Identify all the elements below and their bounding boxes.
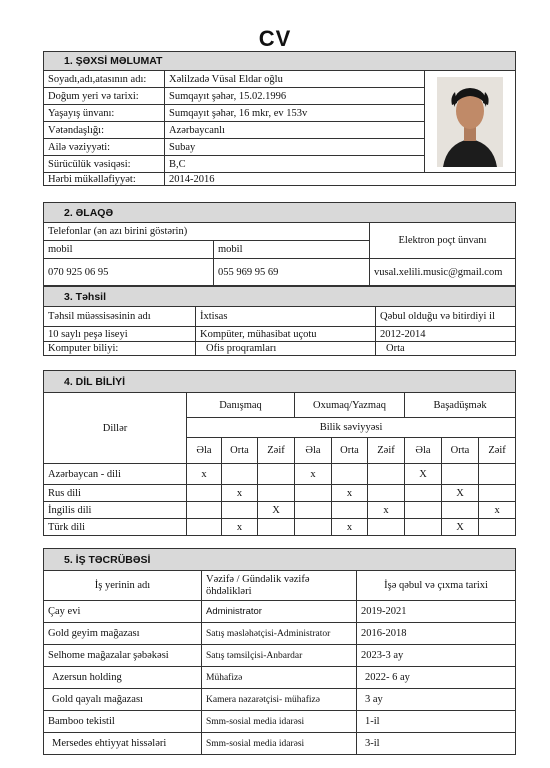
language-mark (332, 502, 368, 519)
experience-workplace: Azersun holding (44, 667, 202, 689)
email-address: vusal.xelili.music@gmail.com (370, 259, 516, 286)
profile-photo (425, 71, 516, 173)
language-mark (187, 502, 222, 519)
experience-dates: 2023-3 ay (357, 645, 516, 667)
language-mark (368, 519, 405, 536)
profile-photo-image (437, 77, 503, 167)
language-mark: x (368, 502, 405, 519)
language-mark (295, 485, 332, 502)
language-mark (479, 519, 516, 536)
language-mark (295, 519, 332, 536)
field-value: B,C (165, 156, 425, 173)
section-header-contact: 2. ƏLAQƏ (44, 203, 516, 223)
education-cell: 2012-2014 (376, 327, 516, 342)
level-header: Zəif (258, 438, 295, 464)
experience-workplace: Mersedes ehtiyyat hissələri (44, 733, 202, 755)
level-header: Əla (405, 438, 442, 464)
experience-column-header: İş yerinin adı (44, 571, 202, 601)
language-mark: X (442, 485, 479, 502)
skill-understanding: Başadüşmək (405, 393, 516, 418)
experience-workplace: Bamboo tekistil (44, 711, 202, 733)
language-mark (332, 464, 368, 485)
education-cell: 10 saylı peşə liseyi (44, 327, 196, 342)
personal-info-table (43, 51, 516, 186)
computer-skills-level: Orta (376, 342, 516, 356)
language-mark (368, 464, 405, 485)
section-header-personal: 1. ŞƏXSİ MƏLUMAT (44, 52, 516, 71)
language-name: Azərbaycan - dili (44, 464, 187, 485)
field-value: Sumqayıt şəhər, 15.02.1996 (165, 88, 425, 105)
field-label: Soyadı,adı,atasının adı: (44, 71, 165, 88)
language-name: İngilis dili (44, 502, 187, 519)
language-mark (295, 502, 332, 519)
experience-position: Kamera nəzarətçisi- mühafizə (202, 689, 357, 711)
field-value: Sumqayıt şəhər, 16 mkr, ev 153v (165, 105, 425, 122)
languages-column-header: Dillər (44, 393, 187, 464)
language-mark (187, 519, 222, 536)
language-mark (258, 485, 295, 502)
knowledge-level-header: Bilik səviyyəsi (187, 418, 516, 438)
phone-type: mobil (214, 241, 370, 259)
experience-dates: 1-il (357, 711, 516, 733)
language-mark: X (442, 519, 479, 536)
computer-skills-value: Ofis proqramları (196, 342, 376, 356)
language-mark (442, 464, 479, 485)
language-mark: x (332, 485, 368, 502)
language-mark (187, 485, 222, 502)
level-header: Orta (222, 438, 258, 464)
skill-reading-writing: Oxumaq/Yazmaq (295, 393, 405, 418)
experience-workplace: Gold geyim mağazası (44, 623, 202, 645)
skill-speaking: Danışmaq (187, 393, 295, 418)
section-header-education: 3. Təhsil (44, 287, 516, 307)
level-header: Zəif (368, 438, 405, 464)
level-header: Əla (295, 438, 332, 464)
experience-position: Smm-sosial media idarəsi (202, 733, 357, 755)
language-mark (222, 502, 258, 519)
experience-table (43, 548, 516, 755)
phones-label: Telefonlar (ən azı birini göstərin) (44, 223, 370, 241)
experience-position: Satış məsləhətçisi-Administrator (202, 623, 357, 645)
computer-skills-label: Komputer biliyi: (44, 342, 196, 356)
language-mark (479, 464, 516, 485)
language-mark: x (295, 464, 332, 485)
field-label: Vətəndaşlığı: (44, 122, 165, 139)
education-column-header: Təhsil müəssisəsinin adı (44, 307, 196, 327)
field-value: 2014-2016 (165, 173, 516, 186)
experience-position: Mühafizə (202, 667, 357, 689)
field-label: Ailə vəziyyəti: (44, 139, 165, 156)
language-mark: x (222, 485, 258, 502)
field-label: Hərbi mükəlləfiyyət: (44, 173, 165, 186)
experience-dates: 3-il (357, 733, 516, 755)
phone-number: 055 969 95 69 (214, 259, 370, 286)
language-mark: x (187, 464, 222, 485)
level-header: Orta (442, 438, 479, 464)
level-header: Zəif (479, 438, 516, 464)
level-header: Orta (332, 438, 368, 464)
section-header-languages: 4. DİL BİLİYİ (44, 371, 516, 393)
experience-dates: 2022- 6 ay (357, 667, 516, 689)
field-value: Subay (165, 139, 425, 156)
language-mark (222, 464, 258, 485)
experience-workplace: Gold qayalı mağazası (44, 689, 202, 711)
experience-dates: 3 ay (357, 689, 516, 711)
experience-position: Satış təmsilçisi-Anbardar (202, 645, 357, 667)
section-header-experience: 5. İŞ TƏCRÜBƏSİ (44, 549, 516, 571)
language-mark (405, 502, 442, 519)
experience-position: Administrator (202, 601, 357, 623)
language-mark: x (332, 519, 368, 536)
language-mark (405, 519, 442, 536)
experience-position: Smm-sosial media idarəsi (202, 711, 357, 733)
experience-column-header: Vəzifə / Gündəlik vəzifə öhdəlikləri (202, 571, 357, 601)
language-mark (442, 502, 479, 519)
field-value: Azərbaycanlı (165, 122, 425, 139)
education-cell: Kompüter, mühasibat uçotu (196, 327, 376, 342)
field-label: Doğum yeri və tarixi: (44, 88, 165, 105)
language-mark (258, 519, 295, 536)
language-mark: x (222, 519, 258, 536)
education-column-header: Qəbul olduğu və bitirdiyi il (376, 307, 516, 327)
email-label: Elektron poçt ünvanı (370, 223, 516, 259)
language-mark (405, 485, 442, 502)
language-mark (479, 485, 516, 502)
experience-workplace: Çay evi (44, 601, 202, 623)
experience-workplace: Selhome mağazalar şəbəkəsi (44, 645, 202, 667)
experience-dates: 2016-2018 (357, 623, 516, 645)
phone-type: mobil (44, 241, 214, 259)
field-value: Xəlilzadə Vüsal Eldar oğlu (165, 71, 425, 88)
education-table (43, 286, 516, 356)
phone-number: 070 925 06 95 (44, 259, 214, 286)
language-name: Rus dili (44, 485, 187, 502)
field-label: Sürücülük vəsiqəsi: (44, 156, 165, 173)
contact-table (43, 202, 516, 286)
language-name: Türk dili (44, 519, 187, 536)
experience-column-header: İşə qəbul və çıxma tarixi (357, 571, 516, 601)
field-label: Yaşayış ünvanı: (44, 105, 165, 122)
language-mark (258, 464, 295, 485)
language-mark: X (258, 502, 295, 519)
cv-title: CV (258, 26, 292, 51)
level-header: Əla (187, 438, 222, 464)
language-mark: X (405, 464, 442, 485)
experience-dates: 2019-2021 (357, 601, 516, 623)
language-mark: x (479, 502, 516, 519)
language-mark (368, 485, 405, 502)
languages-table (43, 370, 516, 536)
education-column-header: İxtisas (196, 307, 376, 327)
